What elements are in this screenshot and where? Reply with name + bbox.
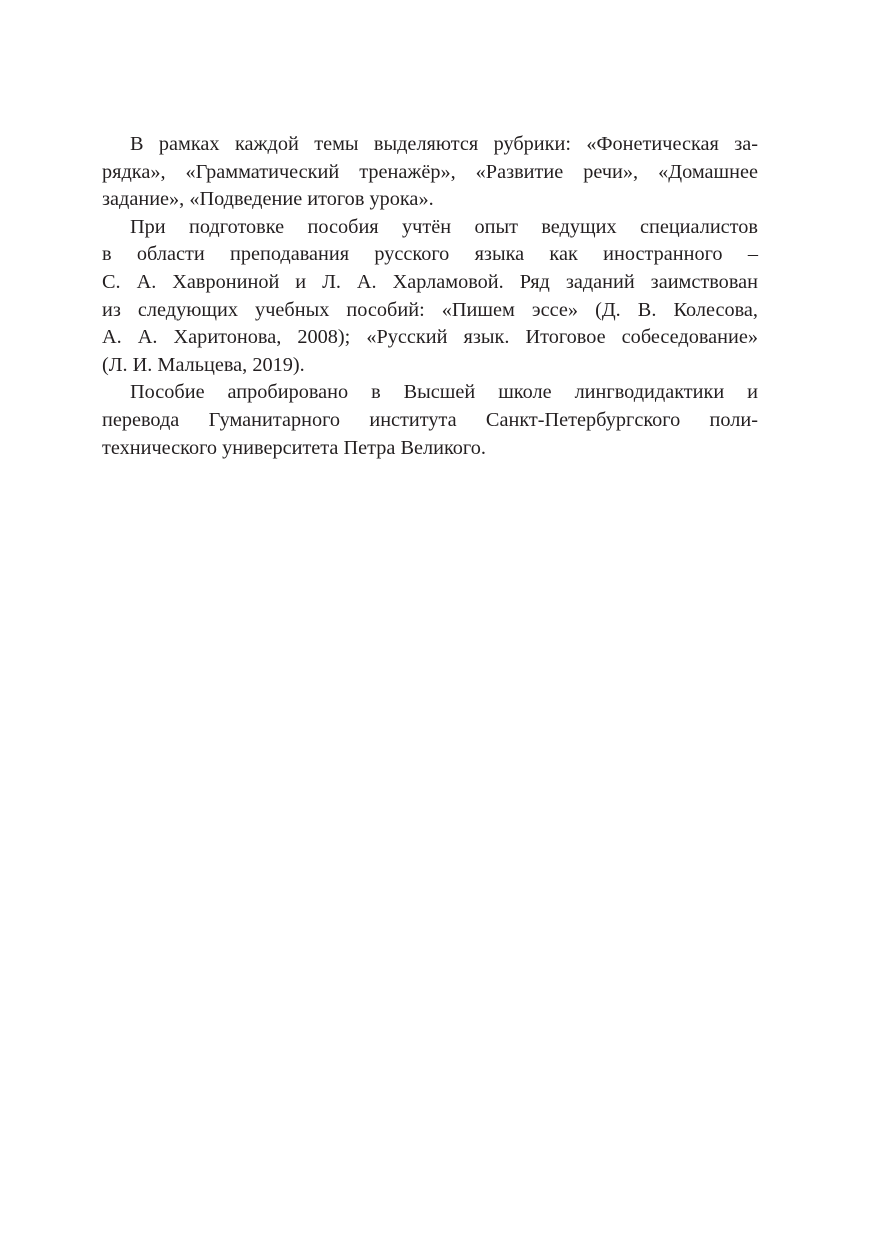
text-line: Пособие апробировано в Высшей школе лингводидактики и: [130, 381, 758, 404]
paragraph-rubrics: [102, 131, 758, 214]
text-line: А. А. Харитонова, 2008); «Русский язык. Итоговое собеседование»: [102, 326, 758, 349]
text-line: из следующих учебных пособий: «Пишем эссе» (Д. В. Колесова,: [102, 298, 758, 321]
text-line: рядка», «Грамматический тренажёр», «Развитие речи», «Домашнее: [102, 160, 758, 183]
text-line: В рамках каждой темы выделяются рубрики: «Фонетическая за-: [130, 133, 758, 155]
text-line: в области преподавания русского языка как иностранного –: [102, 243, 758, 266]
text-line: перевода Гуманитарного института Санкт-Петербургского поли-: [102, 408, 758, 431]
text-line: С. А. Хаврониной и Л. А. Харламовой. Ряд заданий заимствован: [102, 270, 758, 293]
paragraph-sources: [102, 214, 758, 380]
text-line: При подготовке пособия учтён опыт ведущих специалистов: [130, 215, 758, 238]
text-line: задание», «Подведение итогов урока».: [102, 188, 434, 211]
text-line: технического университета Петра Великого.: [102, 436, 486, 459]
text-line: (Л. И. Мальцева, 2019).: [102, 353, 305, 376]
body-text: [102, 131, 758, 462]
paragraph-approbation: [102, 379, 758, 462]
